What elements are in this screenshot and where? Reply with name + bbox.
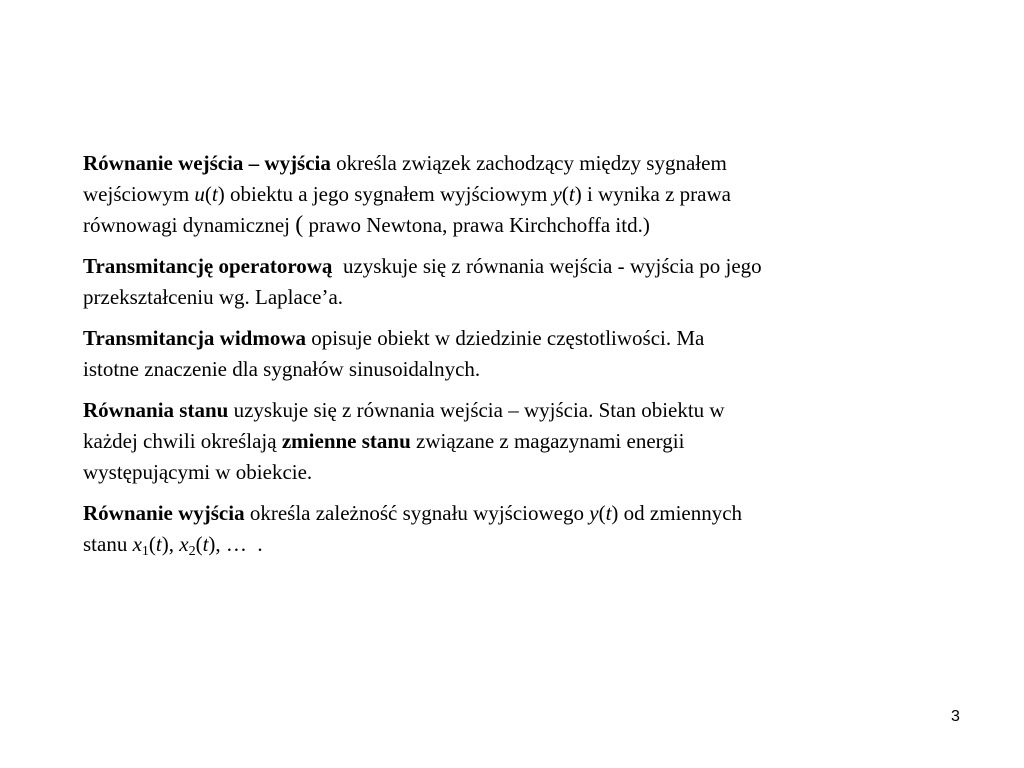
page-number: 3 xyxy=(951,708,960,725)
slide-body xyxy=(83,148,943,570)
term-input-output-equation: Równanie wejścia – wyjścia xyxy=(83,151,331,175)
paragraph-input-output-equation: Równanie wejścia – wyjścia określa związek zachodzący między sygnałem wejściowym u(t) obiektu a jego sygnałem wyjściowym y(t) i wynika z prawa równowagi dynamicznej ( prawo Newtona, prawa Kirchchoffa itd.) xyxy=(83,151,731,238)
symbol-u: u xyxy=(194,182,205,206)
paragraph-operator-transmittance: Transmitancję operatorową uzyskuje się z równania wejścia - wyjścia po jego przekształceniu wg. Laplace’a. xyxy=(83,254,762,309)
paragraph-state-equations: Równania stanu uzyskuje się z równania wejścia – wyjścia. Stan obiektu w każdej chwili określają zmienne stanu związane z magazynami energii występującymi w obiekcie. xyxy=(83,398,725,484)
term-state-variables: zmienne stanu xyxy=(281,429,411,453)
term-operator-transmittance: Transmitancję operatorową xyxy=(83,254,333,278)
symbol-x1: x xyxy=(132,532,142,556)
symbol-y: y xyxy=(589,501,599,525)
paragraph-output-equation: Równanie wyjścia określa zależność sygnału wyjściowego y(t) od zmiennych stanu $x_1(t)$, $x_2(t)$, … . xyxy=(83,501,743,559)
symbol-x2: x xyxy=(179,532,189,556)
term-state-equations: Równania stanu xyxy=(83,398,229,422)
term-spectral-transmittance: Transmitancja widmowa xyxy=(83,326,307,350)
term-output-equation: Równanie wyjścia xyxy=(83,501,245,525)
symbol-y: y xyxy=(552,182,562,206)
paragraph-spectral-transmittance: Transmitancja widmowa opisuje obiekt w dziedzinie częstotliwości. Ma istotne znaczenie dla sygnałów sinusoidalnych. xyxy=(83,326,705,381)
